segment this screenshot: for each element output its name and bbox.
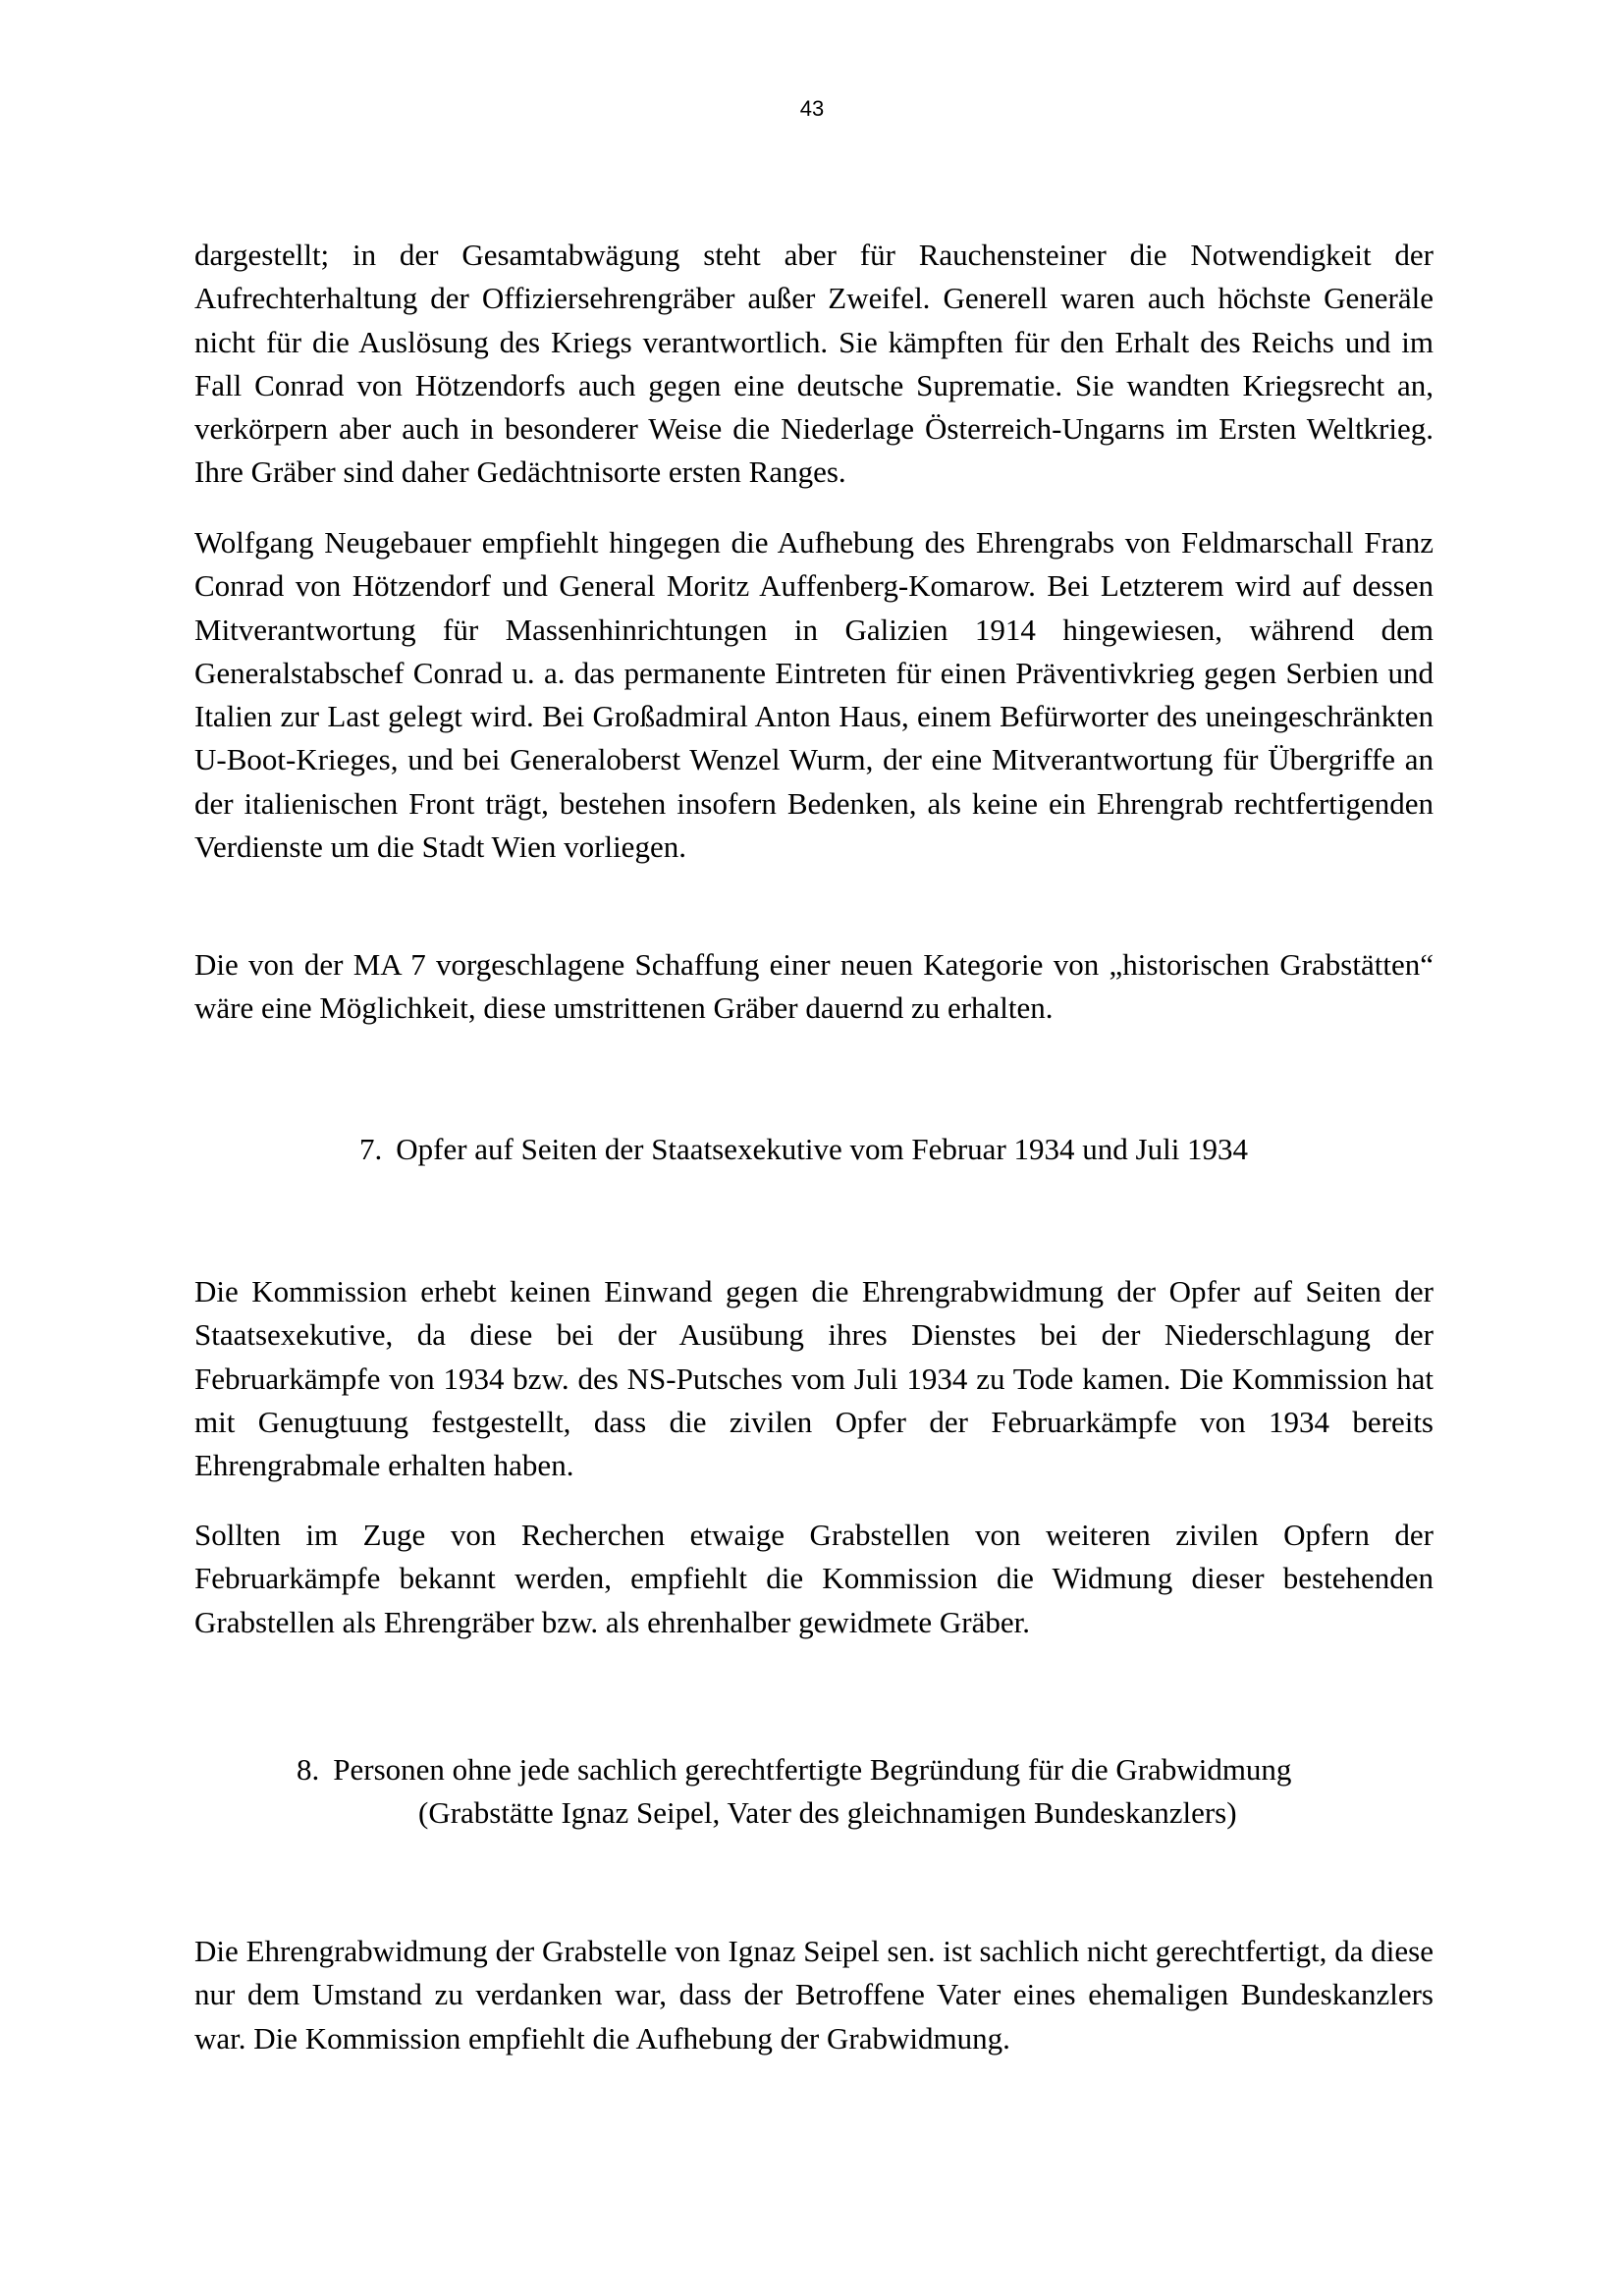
page-number: 43	[799, 96, 825, 121]
section-number: 8.	[297, 1752, 320, 1787]
section-title: Personen ohne jede sachlich gerechtfertigte Begründung für die Grabwidmung	[333, 1752, 1292, 1787]
section-number: 7.	[359, 1132, 383, 1166]
paragraph-staatsexekutive: Die Kommission erhebt keinen Einwand gegen die Ehrengrabwidmung der Opfer auf Seiten der Staatsexekutive, da diese bei der Ausübung ihres Dienstes bei der Niederschlagung der Februarkämpfe von 1934 bzw. des NS-Putsches vom Juli 1934 zu Tode kamen. Die Kommission hat mit Genugtuung festgestellt, dass die zivilen Opfer der Februarkämpfe von 1934 bereits Ehrengrabmale erhalten haben.	[194, 1274, 1434, 1483]
section-title-line-1	[297, 1748, 1475, 1791]
section-subtitle: (Grabstätte Ignaz Seipel, Vater des gleichnamigen Bundeskanzlers)	[418, 1795, 1237, 1831]
paragraph-neugebauer: Wolfgang Neugebauer empfiehlt hingegen die Aufhebung des Ehrengrabs von Feldmarschall Franz Conrad von Hötzendorf und General Moritz Auffenberg-Komarow. Bei Letzterem wird auf dessen Mitverantwortung für Massenhinrichtungen in Galizien 1914 hingewiesen, während dem Generalstabschef Conrad u. a. das permanente Eintreten für einen Präventivkrieg gegen Serbien und Italien zur Last gelegt wird. Bei Großadmiral Anton Haus, einem Befürworter des uneingeschränkten U-Boot-Krieges, und bei Generaloberst Wenzel Wurm, der eine Mitverantwortung für Übergriffe an der italienischen Front trägt, bestehen insofern Bedenken, als keine ein Ehrengrab rechtfertigenden Verdienste um die Stadt Wien vorliegen.	[194, 525, 1434, 865]
paragraph-ma7-proposal: Die von der MA 7 vorgeschlagene Schaffung einer neuen Kategorie von „historischen Grabstätten“ wäre eine Möglichkeit, diese umstrittenen Gräber dauernd zu erhalten.	[194, 947, 1434, 1026]
paragraph-rauchensteiner: dargestellt; in der Gesamtabwägung steht aber für Rauchensteiner die Notwendigkeit der Aufrechterhaltung der Offiziersehrengräber außer Zweifel. Generell waren auch höchste Generäle nicht für die Auslösung des Kriegs verantwortlich. Sie kämpften für den Erhalt des Reichs und im Fall Conrad von Hötzendorfs auch gegen eine deutsche Suprematie. Sie wandten Kriegsrecht an, verkörpern aber auch in besonderer Weise die Niederlage Österreich-Ungarns im Ersten Weltkrieg. Ihre Gräber sind daher Gedächtnisorte ersten Ranges.	[194, 238, 1434, 490]
section-heading-7	[359, 1128, 1439, 1171]
paragraph-zivile-opfer: Sollten im Zuge von Recherchen etwaige Grabstellen von weiteren zivilen Opfern der Februarkämpfe bekannt werden, empfiehlt die Kommission die Widmung dieser bestehenden Grabstellen als Ehrengräber bzw. als ehrenhalber gewidmete Gräber.	[194, 1518, 1434, 1639]
section-title: Opfer auf Seiten der Staatsexekutive vom Februar 1934 und Juli 1934	[396, 1132, 1249, 1166]
paragraph-seipel: Die Ehrengrabwidmung der Grabstelle von Ignaz Seipel sen. ist sachlich nicht gerechtfertigt, da diese nur dem Umstand zu verdanken war, dass der Betroffene Vater eines ehemaligen Bundeskanzlers war. Die Kommission empfiehlt die Aufhebung der Grabwidmung.	[194, 1934, 1434, 2056]
section-heading-8	[297, 1748, 1475, 1836]
